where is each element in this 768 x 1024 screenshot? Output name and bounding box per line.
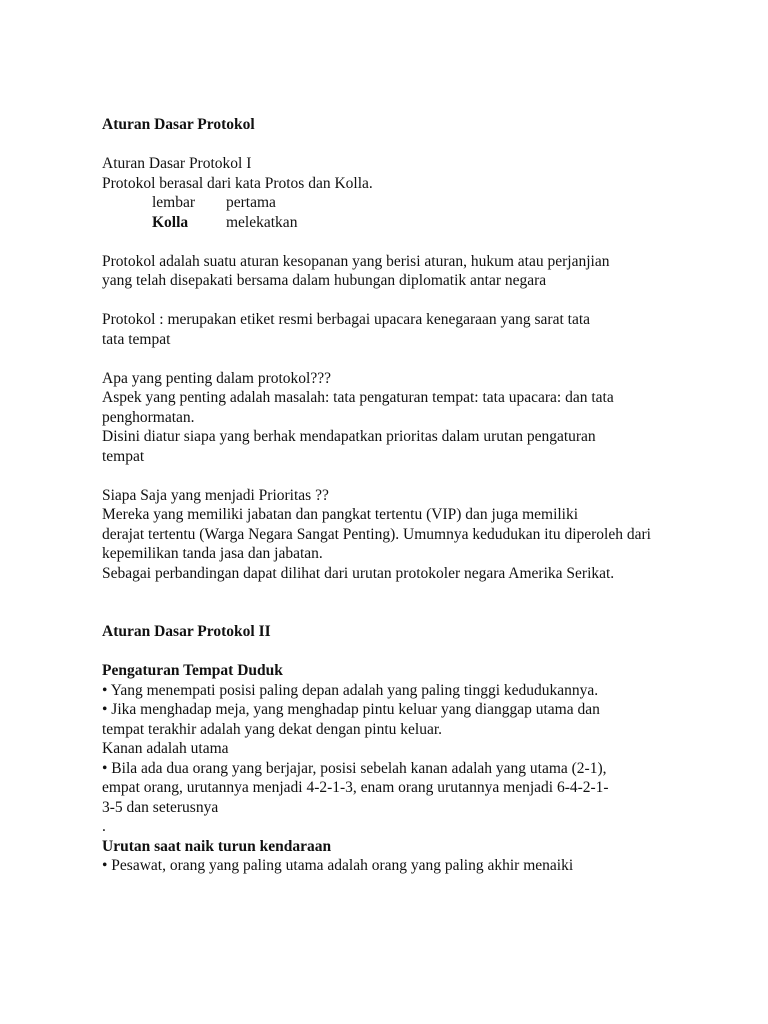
spacer (102, 349, 722, 369)
word-pair (102, 193, 722, 213)
paragraph-line: Protokol : merupakan etiket resmi berbagai upacara kenegaraan yang sarat tata (102, 311, 591, 328)
paragraph-line: Aspek yang penting adalah masalah: tata pengaturan tempat: tata upacara: dan tata (102, 389, 614, 406)
word-pair (102, 213, 722, 233)
paragraph-line: yang telah disepakati bersama dalam hubungan diplomatik antar negara (102, 272, 547, 289)
paragraph-line: kepemilikan tanda jasa dan jabatan. (102, 545, 323, 562)
pair-meaning: pertama (226, 194, 276, 211)
paragraph-line: Mereka yang memiliki jabatan dan pangkat tertentu (VIP) dan juga memiliki (102, 506, 579, 523)
bullet-line: • Bila ada dua orang yang berjajar, posisi sebelah kanan adalah yang utama (2-1), (102, 759, 607, 777)
bullet-line: 3-5 dan seterusnya (102, 798, 219, 816)
pair-word: lembar (152, 194, 196, 211)
paragraph-line: Siapa Saja yang menjadi Prioritas ?? (102, 486, 329, 504)
bullet-line: empat orang, urutannya menjadi 4-2-1-3, enam orang urutannya menjadi 6-4-2-1- (102, 779, 609, 796)
document-page (102, 115, 722, 876)
spacer (102, 291, 722, 311)
paragraph-line: Apa yang penting dalam protokol??? (102, 369, 331, 387)
bullet-line: • Pesawat, orang yang paling utama adalah orang yang paling akhir menaiki (102, 857, 574, 874)
spacer (102, 135, 722, 155)
spacer (102, 232, 722, 252)
paragraph-line: derajat tertentu (Warga Negara Sangat Penting). Umumnya kedudukan itu diperoleh dari (102, 525, 651, 543)
paragraph-line: tempat (102, 447, 145, 465)
spacer (102, 583, 722, 622)
document-title: Aturan Dasar Protokol (102, 116, 255, 133)
spacer (102, 642, 722, 662)
bullet-line: • Jika menghadap meja, yang menghadap pintu keluar yang dianggap utama dan (102, 701, 600, 718)
bullet-line: tempat terakhir adalah yang dekat dengan pintu keluar. (102, 720, 443, 738)
section2-heading: Aturan Dasar Protokol II (102, 623, 271, 640)
paragraph-line: tata tempat (102, 330, 171, 348)
pair-word: Kolla (152, 213, 189, 231)
bullet-line: . (102, 818, 106, 835)
paragraph-line: Protokol adalah suatu aturan kesopanan yang berisi aturan, hukum atau perjanjian (102, 252, 610, 270)
paragraph-line: Sebagai perbandingan dapat dilihat dari urutan protokoler negara Amerika Serikat. (102, 564, 615, 582)
pair-meaning: melekatkan (226, 213, 298, 231)
section1-heading: Aturan Dasar Protokol I (102, 155, 252, 172)
spacer (102, 466, 722, 486)
bullet-line: • Yang menempati posisi paling depan adalah yang paling tinggi kedudukannya. (102, 681, 599, 699)
subheading-vehicle: Urutan saat naik turun kendaraan (102, 837, 332, 855)
origin-line: Protokol berasal dari kata Protos dan Kolla. (102, 174, 373, 192)
paragraph-line: Disini diatur siapa yang berhak mendapatkan prioritas dalam urutan pengaturan (102, 428, 596, 445)
paragraph-line: penghormatan. (102, 408, 195, 426)
subheading-seating: Pengaturan Tempat Duduk (102, 662, 283, 679)
bullet-line: Kanan adalah utama (102, 740, 229, 757)
